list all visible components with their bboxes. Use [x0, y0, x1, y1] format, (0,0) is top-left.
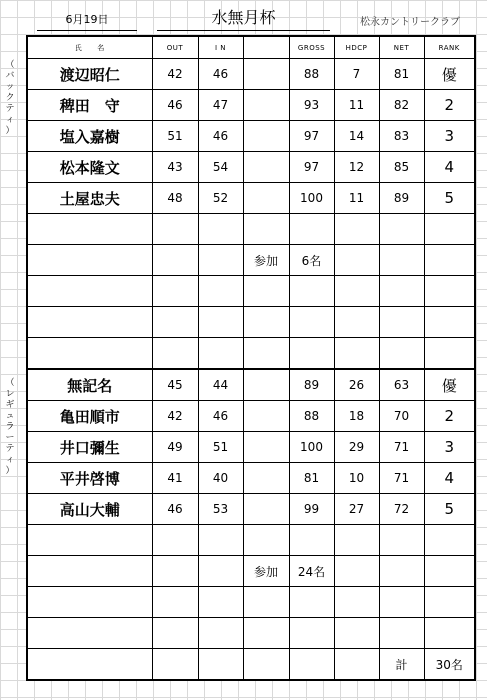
rank: 3 — [424, 121, 475, 152]
empty-cell — [198, 649, 243, 681]
empty-cell — [243, 649, 289, 681]
side-label-char: ） — [5, 466, 15, 476]
out-score: 41 — [152, 463, 198, 494]
empty-cell — [152, 525, 198, 556]
gross-score: 88 — [289, 401, 334, 432]
blank-cell — [243, 90, 289, 121]
rank: 3 — [424, 432, 475, 463]
out-score: 42 — [152, 401, 198, 432]
hdcp: 12 — [334, 152, 379, 183]
empty-cell — [27, 587, 152, 618]
out-score: 46 — [152, 90, 198, 121]
col-header-blank — [243, 36, 289, 59]
side-label-char: ー — [5, 433, 15, 443]
empty-cell — [424, 214, 475, 245]
net-score: 89 — [379, 183, 424, 214]
net-score: 63 — [379, 369, 424, 401]
rank: 優 — [424, 369, 475, 401]
out-score: 42 — [152, 59, 198, 90]
hdcp: 11 — [334, 90, 379, 121]
empty-cell — [424, 338, 475, 370]
out-score: 46 — [152, 494, 198, 525]
table-row — [27, 432, 475, 463]
in-score: 40 — [198, 463, 243, 494]
blank-cell — [243, 121, 289, 152]
gross-score: 99 — [289, 494, 334, 525]
empty-row — [27, 307, 475, 338]
empty-cell — [334, 214, 379, 245]
hdcp: 10 — [334, 463, 379, 494]
net-score: 71 — [379, 432, 424, 463]
empty-cell — [198, 338, 243, 370]
empty-cell — [152, 618, 198, 649]
gross-score: 100 — [289, 432, 334, 463]
empty-cell — [379, 525, 424, 556]
col-header-out: OUT — [152, 36, 198, 59]
header-row — [27, 36, 475, 59]
side-label-char: ） — [5, 126, 15, 136]
out-score: 45 — [152, 369, 198, 401]
col-header-gross: GROSS — [289, 36, 334, 59]
player-name: 高山大輔 — [27, 494, 152, 525]
rank: 5 — [424, 183, 475, 214]
empty-cell — [289, 338, 334, 370]
empty-cell — [152, 214, 198, 245]
empty-cell — [198, 245, 243, 276]
empty-row — [27, 214, 475, 245]
blank-cell — [243, 463, 289, 494]
net-score: 70 — [379, 401, 424, 432]
empty-cell — [289, 525, 334, 556]
side-label-back-tee — [4, 60, 16, 137]
table-row — [27, 183, 475, 214]
empty-cell — [243, 525, 289, 556]
col-header-name: 氏 名 — [27, 36, 152, 59]
in-score: 46 — [198, 401, 243, 432]
col-header-in: I N — [198, 36, 243, 59]
table-row — [27, 121, 475, 152]
empty-cell — [27, 556, 152, 587]
empty-cell — [379, 276, 424, 307]
participation-row — [27, 556, 475, 587]
empty-cell — [424, 556, 475, 587]
table-row — [27, 369, 475, 401]
player-name: 井口彌生 — [27, 432, 152, 463]
rank: 4 — [424, 152, 475, 183]
net-score: 81 — [379, 59, 424, 90]
participation-count: 24名 — [289, 556, 334, 587]
empty-cell — [334, 618, 379, 649]
empty-cell — [424, 618, 475, 649]
blank-cell — [243, 432, 289, 463]
blank-cell — [243, 494, 289, 525]
empty-cell — [198, 525, 243, 556]
side-label-char: ュ — [5, 411, 15, 421]
table-row — [27, 90, 475, 121]
empty-cell — [152, 307, 198, 338]
out-score: 51 — [152, 121, 198, 152]
in-score: 47 — [198, 90, 243, 121]
col-header-hdcp: HDCP — [334, 36, 379, 59]
empty-cell — [198, 307, 243, 338]
hdcp: 26 — [334, 369, 379, 401]
empty-cell — [424, 307, 475, 338]
side-label-char: ッ — [5, 82, 15, 92]
player-name: 無記名 — [27, 369, 152, 401]
empty-cell — [334, 587, 379, 618]
in-score: 51 — [198, 432, 243, 463]
empty-cell — [424, 525, 475, 556]
in-score: 52 — [198, 183, 243, 214]
hdcp: 27 — [334, 494, 379, 525]
empty-cell — [243, 276, 289, 307]
empty-cell — [152, 649, 198, 681]
empty-cell — [379, 556, 424, 587]
side-label-char: ギ — [5, 400, 15, 410]
table-row — [27, 59, 475, 90]
in-score: 44 — [198, 369, 243, 401]
empty-cell — [152, 245, 198, 276]
empty-cell — [334, 556, 379, 587]
gross-score: 100 — [289, 183, 334, 214]
side-label-char: ィ — [5, 455, 15, 465]
player-name: 塩入嘉樹 — [27, 121, 152, 152]
in-score: 46 — [198, 59, 243, 90]
player-name: 松本隆文 — [27, 152, 152, 183]
side-label-char: ラ — [5, 422, 15, 432]
empty-cell — [424, 276, 475, 307]
side-label-char: （ — [5, 378, 15, 388]
gross-score: 97 — [289, 121, 334, 152]
total-row — [27, 649, 475, 681]
empty-cell — [27, 214, 152, 245]
empty-cell — [243, 338, 289, 370]
participation-count: 6名 — [289, 245, 334, 276]
rank: 4 — [424, 463, 475, 494]
blank-cell — [243, 369, 289, 401]
rank: 2 — [424, 90, 475, 121]
player-name: 渡辺昭仁 — [27, 59, 152, 90]
blank-cell — [243, 183, 289, 214]
empty-row — [27, 618, 475, 649]
table-row — [27, 152, 475, 183]
empty-cell — [334, 338, 379, 370]
empty-cell — [379, 245, 424, 276]
empty-cell — [152, 556, 198, 587]
empty-row — [27, 525, 475, 556]
empty-cell — [289, 276, 334, 307]
side-label-char: ク — [5, 93, 15, 103]
gross-score: 89 — [289, 369, 334, 401]
empty-cell — [289, 649, 334, 681]
empty-cell — [379, 618, 424, 649]
event-title: 水無月杯 — [157, 6, 330, 31]
empty-cell — [27, 649, 152, 681]
empty-cell — [152, 338, 198, 370]
empty-cell — [334, 245, 379, 276]
side-label-char: ィ — [5, 115, 15, 125]
net-score: 71 — [379, 463, 424, 494]
empty-cell — [379, 214, 424, 245]
gross-score: 88 — [289, 59, 334, 90]
empty-cell — [243, 307, 289, 338]
empty-cell — [289, 618, 334, 649]
hdcp: 18 — [334, 401, 379, 432]
table-row — [27, 401, 475, 432]
empty-cell — [243, 587, 289, 618]
col-header-net: NET — [379, 36, 424, 59]
blank-cell — [243, 152, 289, 183]
empty-cell — [334, 649, 379, 681]
empty-cell — [198, 587, 243, 618]
hdcp: 7 — [334, 59, 379, 90]
rank: 2 — [424, 401, 475, 432]
total-label: 計 — [379, 649, 424, 681]
empty-cell — [27, 338, 152, 370]
empty-cell — [152, 276, 198, 307]
net-score: 85 — [379, 152, 424, 183]
gross-score: 81 — [289, 463, 334, 494]
empty-cell — [289, 587, 334, 618]
side-label-char: （ — [5, 60, 15, 70]
table-row — [27, 494, 475, 525]
in-score: 46 — [198, 121, 243, 152]
empty-cell — [424, 587, 475, 618]
empty-row — [27, 276, 475, 307]
out-score: 49 — [152, 432, 198, 463]
side-label-char: テ — [5, 444, 15, 454]
empty-cell — [198, 556, 243, 587]
player-name: 平井啓博 — [27, 463, 152, 494]
empty-cell — [379, 307, 424, 338]
hdcp: 11 — [334, 183, 379, 214]
empty-row — [27, 338, 475, 370]
empty-cell — [289, 214, 334, 245]
club-name: 松永カントリークラブ — [360, 17, 460, 28]
side-label-char: レ — [5, 389, 15, 399]
blank-cell — [243, 59, 289, 90]
empty-cell — [289, 307, 334, 338]
player-name: 稗田 守 — [27, 90, 152, 121]
gross-score: 97 — [289, 152, 334, 183]
empty-cell — [198, 618, 243, 649]
event-date: 6月19日 — [37, 10, 137, 31]
player-name: 土屋忠夫 — [27, 183, 152, 214]
net-score: 72 — [379, 494, 424, 525]
side-label-regular-tee — [4, 378, 16, 477]
empty-cell — [243, 214, 289, 245]
empty-cell — [334, 276, 379, 307]
participation-label: 参加 — [243, 556, 289, 587]
net-score: 82 — [379, 90, 424, 121]
participation-label: 参加 — [243, 245, 289, 276]
total-count: 30名 — [424, 649, 475, 681]
empty-cell — [27, 245, 152, 276]
table-row — [27, 463, 475, 494]
side-label-char: テ — [5, 104, 15, 114]
empty-cell — [379, 587, 424, 618]
empty-cell — [379, 338, 424, 370]
empty-cell — [243, 618, 289, 649]
blank-cell — [243, 401, 289, 432]
out-score: 43 — [152, 152, 198, 183]
rank: 5 — [424, 494, 475, 525]
out-score: 48 — [152, 183, 198, 214]
side-label-char: バ — [5, 71, 15, 81]
score-table — [26, 35, 476, 681]
net-score: 83 — [379, 121, 424, 152]
empty-cell — [334, 307, 379, 338]
hdcp: 29 — [334, 432, 379, 463]
empty-cell — [198, 214, 243, 245]
empty-cell — [198, 276, 243, 307]
gross-score: 93 — [289, 90, 334, 121]
empty-row — [27, 587, 475, 618]
hdcp: 14 — [334, 121, 379, 152]
empty-cell — [27, 618, 152, 649]
in-score: 54 — [198, 152, 243, 183]
empty-cell — [152, 587, 198, 618]
rank: 優 — [424, 59, 475, 90]
in-score: 53 — [198, 494, 243, 525]
empty-cell — [27, 276, 152, 307]
empty-cell — [424, 245, 475, 276]
empty-cell — [27, 525, 152, 556]
empty-cell — [27, 307, 152, 338]
participation-row — [27, 245, 475, 276]
col-header-rank: RANK — [424, 36, 475, 59]
player-name: 亀田順市 — [27, 401, 152, 432]
empty-cell — [334, 525, 379, 556]
